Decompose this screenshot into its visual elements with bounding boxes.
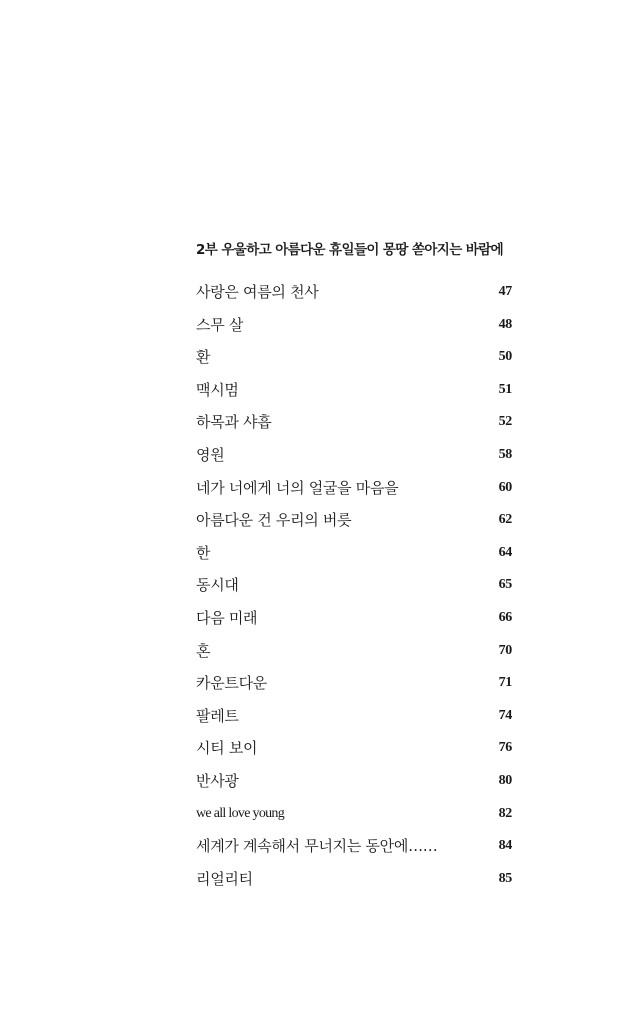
toc-entry-page: 58 [498,446,512,462]
toc-entry-title: 동시대 [196,576,239,595]
toc-entry-page: 71 [498,675,512,691]
toc-entry[interactable] [196,765,512,798]
toc-entry-title: 세계가 계속해서 무너지는 동안에…… [196,837,438,856]
toc-entry[interactable] [196,569,512,602]
toc-entry[interactable] [196,830,512,863]
toc-entry-page: 70 [498,642,512,658]
toc-entry-page: 52 [498,414,512,430]
toc-entry[interactable] [196,602,512,635]
toc-entry-page: 48 [498,316,512,332]
toc-entry[interactable] [196,472,512,505]
toc-entry-page: 76 [498,740,512,756]
toc-entry[interactable] [196,798,512,831]
toc-entry-title: we all love young [196,805,285,821]
toc-entry-title: 팔레트 [196,706,239,725]
toc-entry-title: 맥시멈 [196,380,239,399]
toc-entry[interactable] [196,374,512,407]
toc-entry-page: 51 [498,381,512,397]
toc-entry-page: 47 [498,284,512,299]
toc-entry-title: 영원 [196,445,225,464]
toc-entry[interactable] [196,276,512,309]
toc-entry[interactable] [196,341,512,374]
toc-entry[interactable] [196,309,512,342]
toc-entry-title: 스무 살 [196,315,244,334]
toc-entry-title: 네가 너에게 너의 얼굴을 마음을 [196,478,399,497]
toc-entry-page: 82 [498,805,512,821]
toc-entry-title: 시티 보이 [196,739,258,758]
toc-entry-title: 리얼리티 [196,869,253,888]
toc-entry-page: 66 [498,609,512,625]
toc-entry[interactable] [196,537,512,570]
toc-entry-page: 60 [498,479,512,495]
toc-entry[interactable] [196,439,512,472]
toc-entry[interactable] [196,504,512,537]
toc-entry-title: 혼 [196,641,211,660]
toc-entry[interactable] [196,863,512,896]
toc-entry-page: 74 [498,707,512,723]
toc-entry[interactable] [196,635,512,668]
toc-entry-title: 하목과 샤흡 [196,413,272,432]
toc-entry-page: 65 [498,577,512,593]
toc-entry-title: 사랑은 여름의 천사 [196,283,319,301]
toc-entry-page: 62 [498,512,512,528]
toc-entry-title: 반사광 [196,771,239,790]
toc-entry-page: 80 [498,772,512,788]
toc-entry[interactable] [196,667,512,700]
toc-entry-title: 카운트다운 [196,674,267,693]
table-of-contents [196,240,512,895]
toc-entry-page: 64 [498,544,512,560]
toc-entry-page: 85 [498,870,512,886]
part-title: 2부 우울하고 아름다운 휴일들이 몽땅 쏟아지는 바람에 [196,242,504,258]
toc-entry[interactable] [196,732,512,765]
toc-entry-page: 50 [498,349,512,365]
toc-entry-title: 다음 미래 [196,608,258,627]
toc-entry-page: 84 [498,838,512,854]
toc-entry-title: 아름다운 건 우리의 버릇 [196,511,352,530]
toc-entry[interactable] [196,700,512,733]
toc-entries [196,276,512,895]
toc-entry-title: 한 [196,543,211,562]
toc-entry-title: 환 [196,348,211,367]
toc-entry[interactable] [196,406,512,439]
